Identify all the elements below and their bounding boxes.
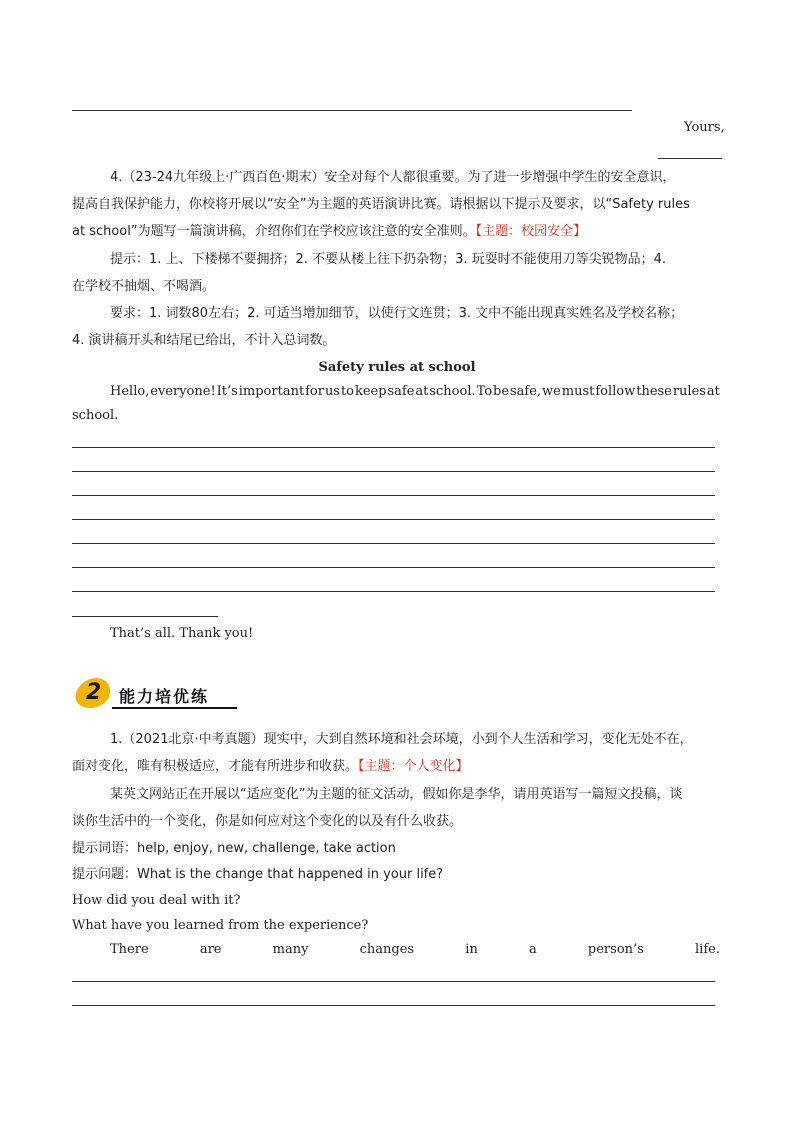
section-title: 能力培优练 <box>119 687 210 706</box>
q1-essay-start-word: a <box>528 942 537 957</box>
q1-essay-start-word: in <box>465 942 478 957</box>
answer-line <box>72 567 715 568</box>
section-header <box>72 678 237 708</box>
q1-line-1: 1.（2021北京·中考真题）现实中，大到自然环境和社会环境，小到个人生活和学习，变化无处不在， <box>110 732 693 747</box>
answer-line <box>72 519 715 520</box>
essay-opening-line <box>110 384 720 400</box>
q1-essay-start-word: There <box>110 942 149 957</box>
answer-line <box>72 447 715 448</box>
essay-title: Safety rules at school <box>318 360 476 375</box>
q4-hint-line-2: 在学校不抽烟、不喝酒。 <box>72 279 216 294</box>
q1-task-line-2: 谈你生活中的一个变化，你是如何应对这个变化的以及有什么收获。 <box>72 814 463 829</box>
q4-requirement-line-2: 4. 演讲稿开头和结尾已给出，不计入总词数。 <box>72 333 336 348</box>
essay-opening-word: us <box>324 384 340 399</box>
essay-opening-word: It’s <box>216 384 238 399</box>
q1-hint-words: 提示词语：help, enjoy, new, challenge, take action <box>72 841 396 856</box>
answer-line <box>72 471 715 472</box>
q4-line-3 <box>72 224 586 240</box>
essay-opening-word: to <box>340 384 354 399</box>
essay-closing: That’s all. Thank you! <box>110 626 254 641</box>
essay-opening-word: these <box>636 384 672 399</box>
essay-opening-word: keep <box>354 384 387 399</box>
essay-opening-word: Hello, <box>110 384 150 399</box>
q4-line-3-text: at school”为题写一篇演讲稿，介绍你们在学校应该注意的安全准则。 <box>72 224 476 239</box>
q1-essay-start-word: many <box>272 942 309 957</box>
essay-opening-word: must <box>561 384 595 399</box>
q1-task-line-1: 某英文网站正在开展以“适应变化”为主题的征文活动，假如你是李华，请用英语写一篇短文投稿，谈 <box>110 787 683 802</box>
essay-opening-word: at <box>706 384 720 399</box>
answer-line <box>72 495 715 496</box>
q1-essay-start-word: person’s <box>587 942 644 957</box>
answer-line <box>72 1005 715 1006</box>
essay-opening-word: safe <box>387 384 415 399</box>
essay-opening-word: we <box>542 384 561 399</box>
q1-line-2 <box>72 759 469 775</box>
section-number: 2 <box>86 680 102 705</box>
q4-hint-line-1: 提示：1. 上、下楼梯不要拥挤；2. 不要从楼上往下扔杂物；3. 玩耍时不能使用刀等尖锐物品；4. <box>110 252 667 267</box>
letter-closing: Yours, <box>684 120 725 135</box>
essay-opening-word: school. <box>429 384 476 399</box>
essay-opening-word: for <box>305 384 324 399</box>
answer-line <box>72 543 715 544</box>
essay-opening-word: important <box>238 384 305 399</box>
essay-opening-word: safe, <box>509 384 542 399</box>
signature-line <box>658 158 722 159</box>
q1-line-2-text: 面对变化，唯有积极适应，才能有所进步和收获。 <box>72 759 359 774</box>
writing-line <box>72 110 632 111</box>
essay-opening-word: follow <box>595 384 636 399</box>
essay-opening-word: rules <box>672 384 706 399</box>
q4-line-1: 4.（23-24九年级上·广西百色·期末）安全对每个人都很重要。为了进一步增强中学生的安全意识， <box>110 170 676 185</box>
q1-essay-start-word: are <box>199 942 222 957</box>
answer-line <box>72 981 715 982</box>
q4-topic-tag: 【主题：校园安全】 <box>475 224 587 239</box>
essay-opening-word: be <box>493 384 510 399</box>
q1-essay-start-word: life. <box>695 942 720 957</box>
q1-essay-start-word: changes <box>359 942 415 957</box>
essay-opening-word: at <box>415 384 429 399</box>
q1-essay-start-line <box>110 942 720 958</box>
essay-opening-end: school. <box>72 408 119 423</box>
q1-hint-question-1: 提示问题：What is the change that happened in your life? <box>72 867 444 882</box>
q1-topic-tag: 【主题：个人变化】 <box>358 759 469 774</box>
q4-line-2: 提高自我保护能力，你校将开展以“安全”为主题的英语演讲比赛。请根据以下提示及要求，以“Safety rules <box>72 197 690 212</box>
essay-opening-word: To <box>476 384 493 399</box>
q1-hint-question-3: What have you learned from the experience? <box>72 918 369 933</box>
q1-hint-question-2: How did you deal with it? <box>72 893 241 908</box>
section-underline <box>112 707 237 709</box>
essay-opening-word: everyone! <box>150 384 216 399</box>
answer-line <box>72 591 715 592</box>
answer-line-short <box>72 616 218 617</box>
q4-requirement-line-1: 要求：1. 词数80左右；2. 可适当增加细节，以使行文连贯；3. 文中不能出现真实姓名及学校名称； <box>110 306 684 321</box>
